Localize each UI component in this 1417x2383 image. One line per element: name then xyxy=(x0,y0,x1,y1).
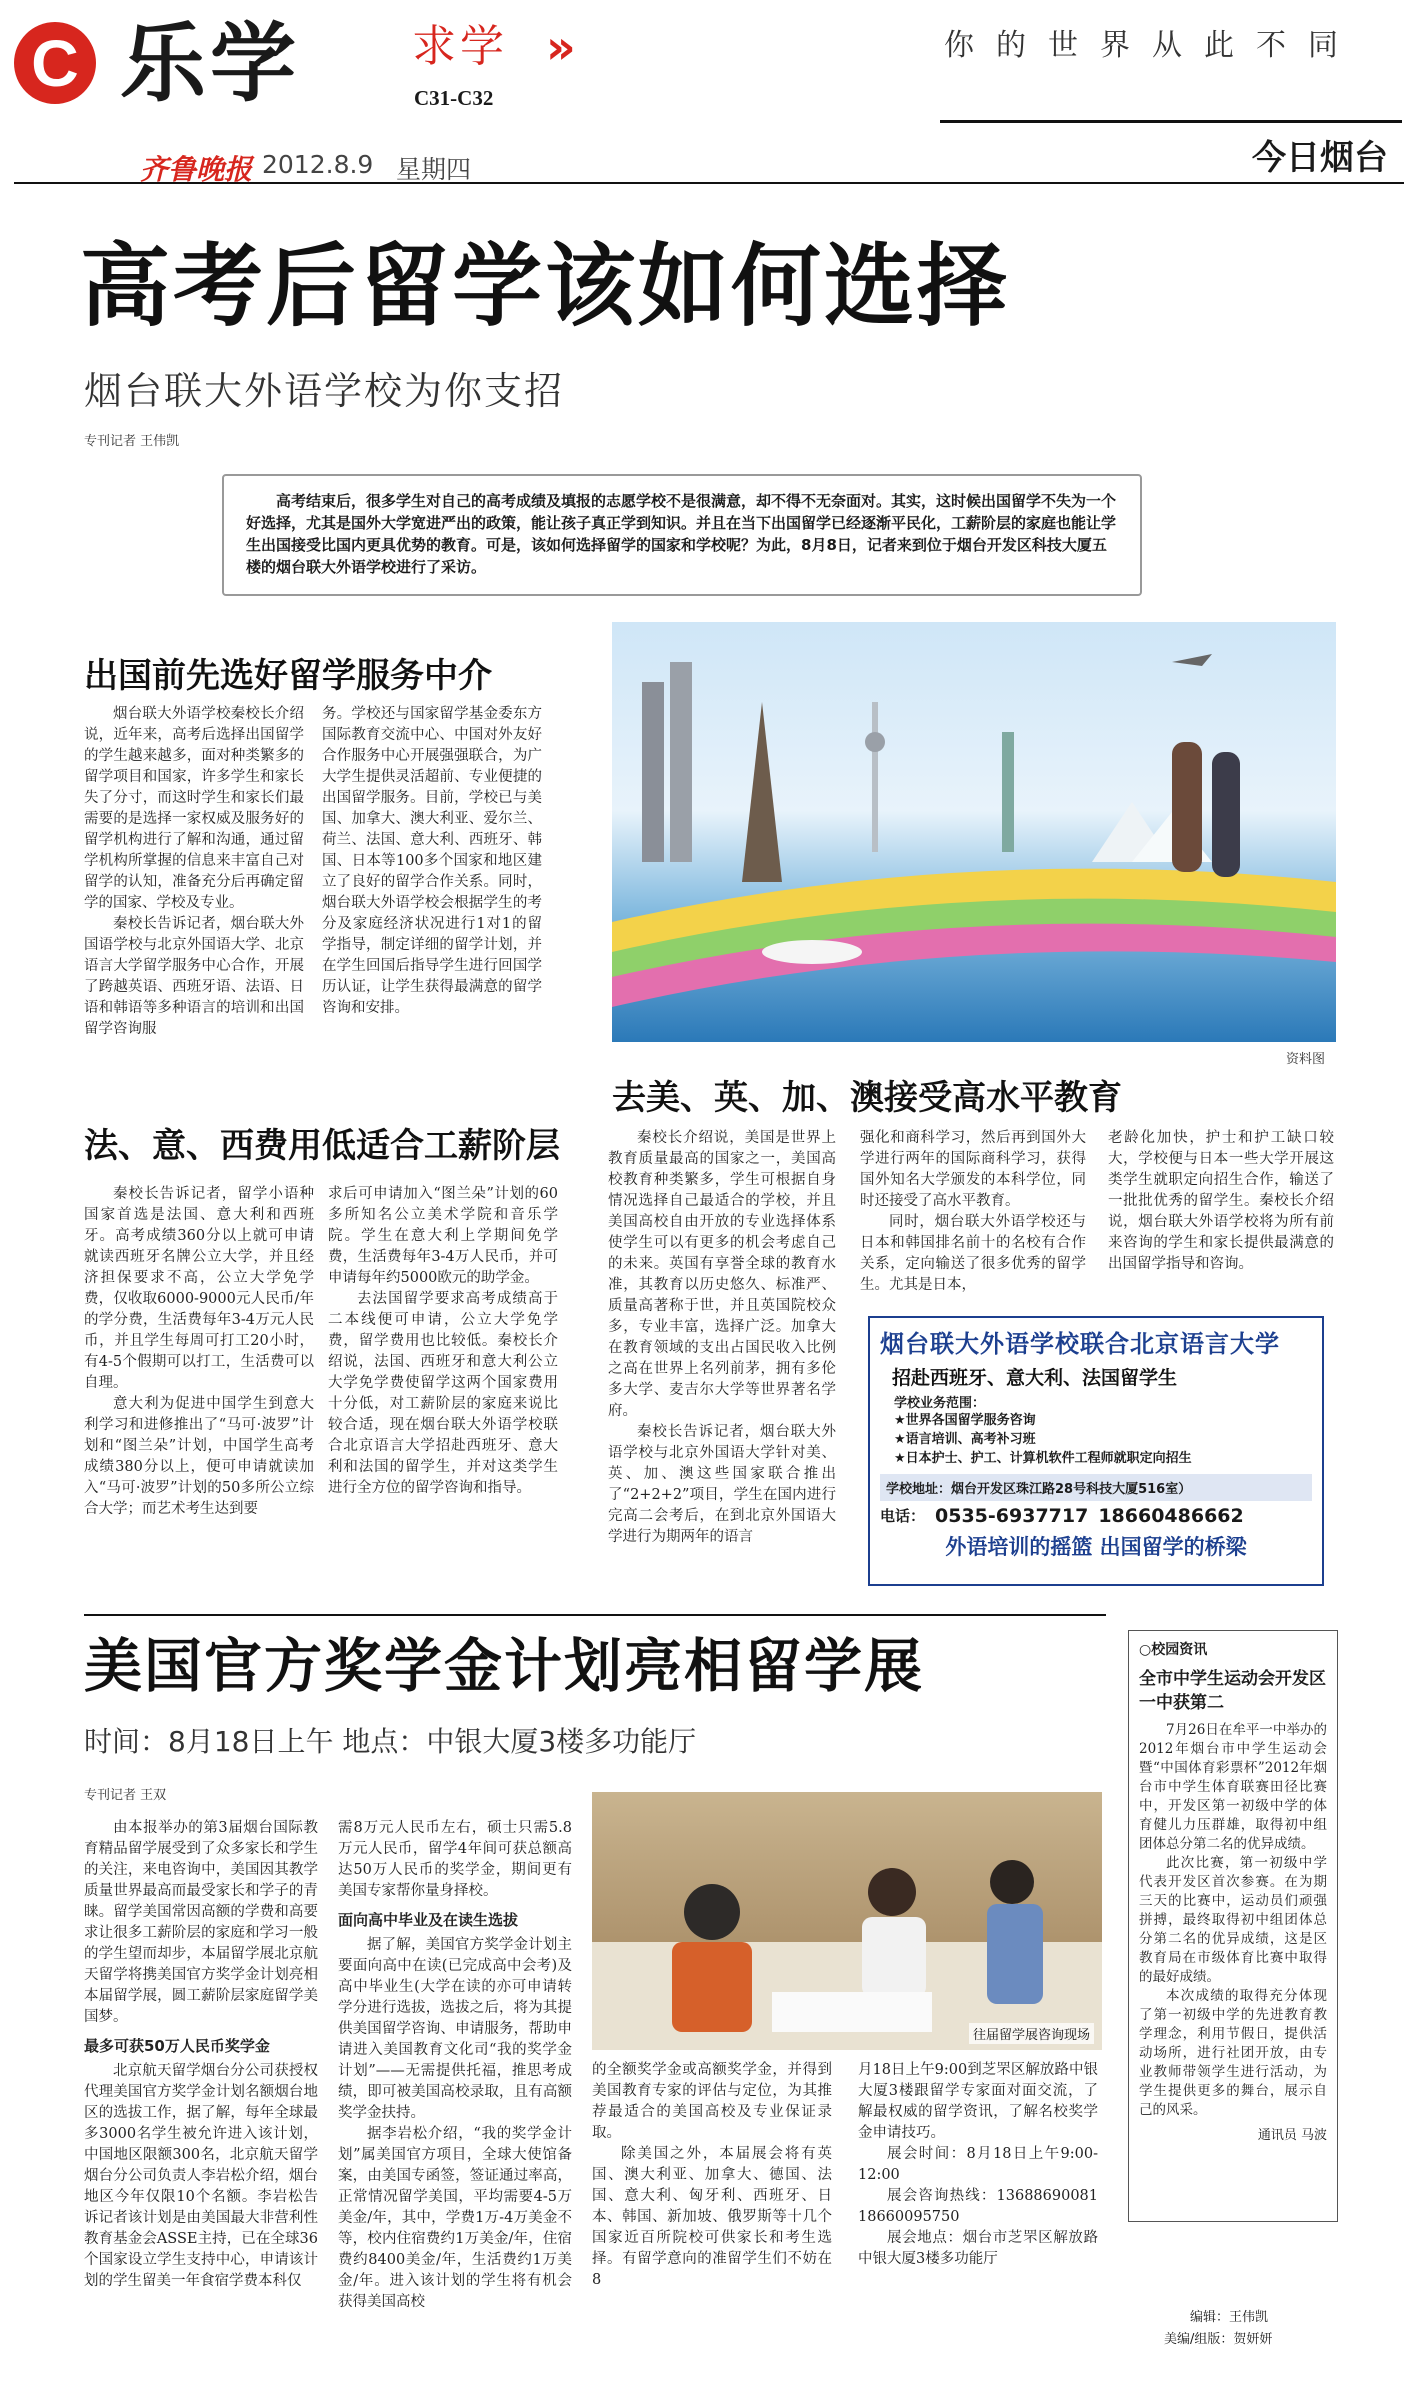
image-caption: 资料图 xyxy=(1286,1052,1326,1067)
photo-caption: 往届留学展咨询现场 xyxy=(969,2023,1094,2044)
sidebar-byline: 通讯员 马波 xyxy=(1257,2128,1327,2143)
ad-item: ★日本护士、护工、计算机软件工程师就职定向招生 xyxy=(894,1451,1192,1466)
section1-col2: 务。学校还与国家留学基金委东方国际教育交流中心、中国对外友好合作服务中心开展强强联合，为广大学生提供灵活超前、专业便捷的出国留学服务。目前，学校已与美国、加拿大、澳大利亚、爱尔兰、荷兰、法国、意大利、西班牙、韩国、日本等100多个国家和地区建立了良好的留学合作关系。同时，烟台联大外语学校会根据学生的考分及家庭经济状况进行1对1的留学指导，制定详细的留学计划，并在学生回国后指导学生进行回国学历认证，让学生获得最满意的留学咨询和安排。 xyxy=(322,706,542,1016)
slogan: 你的世界从此不同 xyxy=(944,28,1360,63)
second-reporter: 专刊记者 王双 xyxy=(84,1788,167,1803)
ad-scope-label: 学校业务范围： xyxy=(894,1396,986,1411)
issue-weekday: 星期四 xyxy=(396,155,472,184)
ad-item: ★世界各国留学服务咨询 xyxy=(894,1413,1036,1428)
sidebar-box xyxy=(1128,1630,1338,2222)
ad-title: 烟台联大外语学校联合北京语言大学 xyxy=(880,1330,1280,1358)
travel-scene-svg xyxy=(612,622,1336,1042)
masthead-rule xyxy=(940,120,1402,123)
divider xyxy=(84,1614,1106,1616)
region-label: 今日烟台 xyxy=(1252,138,1388,178)
lead-subheadline: 烟台联大外语学校为你支招 xyxy=(84,369,565,413)
section1-title: 出国前先选好留学服务中介 xyxy=(84,656,492,696)
section1-col1: 烟台联大外语学校秦校长介绍说，近年来，高考后选择出国留学的学生越来越多，面对种类繁多的留学项目和国家，许多学生和家长失了分寸，而这时学生和家长们最需要的是选择一家权威及服务好的留学机构进行了解和沟通，通过留学机构所掌握的信息来丰富自己对留学的认知，准备充分后再确定留学的国家、学校及专业。 秦校长告诉记者，烟台联大外国语学校与北京外国语大学、北京语言大学留学服务中心合作，开展了跨越英语、西班牙语、法语、日语和韩语等多种语言的培训和出国留学咨询服 xyxy=(84,706,304,1037)
second-headline: 美国官方奖学金计划亮相留学展 xyxy=(84,1632,925,1700)
section2-col3: 老龄化加快，护士和护工缺口较大，学校便与日本一些大学开展这类学生就职定向招生合作，输送了一批批优秀的留学生。秦校长介绍说，烟台联大外语学校将为所有前来咨询的学生和家长提供最满意的出国留学指导和咨询。 xyxy=(1108,1130,1334,1272)
section3-title: 法、意、西费用低适合工薪阶层 xyxy=(84,1126,560,1166)
section3-col1: 秦校长告诉记者，留学小语种国家首选是法国、意大利和西班牙。高考成绩360分以上就可申请就读西班牙名牌公立大学，并且经济担保要求不高，公立大学免学费，仅收取6000-9000元人民币/年的学分费，生活费每年3-4万元人民币，并且学生每周可打工20小时，有4-5个假期可以打工，生活费可以自理。 意大利为促进中国学生到意大利学习和进修推出了“马可·波罗”计划和“图兰朵”计划，中国学生高考成绩380分以上，便可申请就读加入“马可·波罗”计划的50多所公立综合大学；而艺术考生达到要 xyxy=(84,1186,314,1517)
footer-design: 美编/组版：贺妍妍 xyxy=(1164,2332,1273,2347)
ad-recruit: 招赴西班牙、意大利、法国留学生 xyxy=(892,1367,1178,1389)
logo-c-icon: C xyxy=(14,22,96,104)
ad-address: 学校地址：烟台开发区珠江路28号科技大厦516室） xyxy=(880,1474,1312,1501)
section2-title: 去美、英、加、澳接受高水平教育 xyxy=(612,1078,1122,1118)
page-numbers: C31-C32 xyxy=(414,86,494,110)
ad-item: ★语言培训、高考补习班 xyxy=(894,1432,1036,1447)
second-col3: 的全额奖学金或高额奖学金，并得到美国教育专家的评估与定位，为其推荐最适合的美国高校及专业保证录取。 除美国之外，本届展会将有英国、澳大利亚、加拿大、德国、法国、意大利、匈牙利、西班牙、日本、韩国、新加坡、俄罗斯等十几个国家近百所院校可供家长和考生选择。有留学意向的准留学生们不妨在8 xyxy=(592,2062,832,2288)
intro-text: 高考结束后，很多学生对自己的高考成绩及填报的志愿学校不是很满意，却不得不无奈面对。其实，这时候出国留学不失为一个好选择，尤其是国外大学宽进严出的政策，能让孩子真正学到知识。并且在当下出国留学已经逐渐平民化，工薪阶层的家庭也能让学生出国接受比国内更具优势的教育。可是，该如何选择留学的国家和学校呢？为此，8月8日，记者来到位于烟台开发区科技大厦五楼的烟台联大外语学校进行了采访。 xyxy=(246,492,1117,576)
issue-date: 2012.8.9 xyxy=(262,150,374,179)
second-time-place: 时间：8月18日上午 地点：中银大厦3楼多功能厅 xyxy=(84,1725,697,1758)
sidebar-title: 全市中学生运动会开发区一中获第二 xyxy=(1139,1669,1326,1713)
lead-headline: 高考后留学该如何选择 xyxy=(80,234,1010,339)
section-title: 乐学 xyxy=(120,13,300,114)
masthead-bottom-rule xyxy=(14,182,1404,184)
footer-editor: 编辑：王伟凯 xyxy=(1190,2310,1269,2325)
subsection-label: 求学 xyxy=(412,21,508,72)
ad-phone-row: 电话： 0535-6937717 18660486662 xyxy=(880,1505,1244,1527)
second-col4: 月18日上午9:00到芝罘区解放路中银大厦3楼跟留学专家面对面交流，了解最权威的留学资讯，了解名校奖学金申请技巧。 展会时间：8月18日上午9:00-12:00 展会咨询热线：13688690081 18660095750 展会地点：烟台市芝罘区解放路中银大厦3楼多功能厅 xyxy=(858,2062,1098,2267)
second-col2-subhead: 面向高中毕业及在读生选拔 xyxy=(338,1911,519,1929)
section3-col2: 求后可申请加入“图兰朵”计划的60多所知名公立美术学院和音乐学院。学生在意大利上学期间免学费，生活费每年3-4万人民币，并可申请每年约5000欧元的助学金。 去法国留学要求高考成绩高于二本线便可申请，公立大学免学费，留学费用也比较低。秦校长介绍说，法国、西班牙和意大利公立大学免学费使留学这两个国家费用十分低，对工薪阶层的家庭来说比较合适，现在烟台联大外语学校联合北京语言大学招赴西班牙、意大利和法国的留学生，并对这类学生进行全方位的留学咨询和指导。 xyxy=(328,1186,558,1496)
ad-box xyxy=(868,1316,1324,1586)
ad-slogan: 外语培训的摇篮 出国留学的桥梁 xyxy=(945,1535,1247,1559)
expo-photo xyxy=(592,1792,1102,2050)
section2-col1: 秦校长介绍说，美国是世界上教育质量最高的国家之一，美国高校教育种类繁多，学生可根据自身情况选择自己最适合的学校，并且美国高校自由开放的专业选择体系使学生可以有更多的机会考虑自己的未来。英国有享誉全球的教育水准，其教育以历史悠久、标准严、质量高著称于世，并且英国院校众多，专业丰富，选择广泛。加拿大在教育领域的支出占国民收入比例之高在世界上名列前茅，拥有多伦多大学、麦吉尔大学等世界著名学府。 秦校长告诉记者，烟台联大外语学校与北京外国语大学针对美、英、加、澳这些国家联合推出了“2+2+2”项目，学生在国内进行完高二会考后，在到北京外国语大学进行为期两年的语言 xyxy=(608,1130,836,1545)
section2-col2: 强化和商科学习，然后再到国外大学进行两年的国际商科学习，获得国外知名大学颁发的本科学位，同时还接受了高水平教育。 同时，烟台联大外语学校还与日本和韩国排名前十的名校有合作关系，定向输送了很多优秀的留学生。尤其是日本， xyxy=(860,1130,1086,1293)
travel-illustration xyxy=(612,622,1336,1042)
ad-phone2: 18660486662 xyxy=(1098,1505,1244,1527)
lead-reporter: 专刊记者 王伟凯 xyxy=(84,434,180,449)
sidebar-body: 7月26日在牟平一中举办的2012年烟台市中学生运动会暨“中国体育彩票杯”2012年烟台市中学生体育联赛田径比赛中，开发区第一初级中学的体育健儿力压群雄，取得初中组团体总分第二名的优异成绩。 此次比赛，第一初级中学代表开发区首次参赛。在为期三天的比赛中，运动员们顽强拼搏，最终取得初中组团体总分第二名的优异成绩，这是区教育局在市级体育比赛中取得的最好成绩。 本次成绩的取得充分体现了第一初级中学的先进教育教学理念，利用节假日，提供活动场所，进行社团开放，由专业教师带领学生进行活动，为学生提供更多的舞台，展示自己的风采。 xyxy=(1139,1722,1327,2118)
newspaper-name: 齐鲁晚报 xyxy=(140,153,253,186)
sidebar-tag: ○校园资讯 xyxy=(1139,1642,1208,1658)
expo-scene-svg xyxy=(592,1792,1102,2050)
second-col1: 由本报举办的第3届烟台国际教育精品留学展受到了众多家长和学生的关注，来电咨询中，美国因其教学质量世界最高而最受家长和学子的青睐。留学美国常因高额的学费和高要求让很多工薪阶层的家庭和学习一般的学生望而却步，本届留学展北京航天留学将携美国官方奖学金计划亮相本届留学展，圆工薪阶层家庭留学美国梦。 最多可获50万人民币奖学金 北京航天留学烟台分公司获授权代理美国官方奖学金计划名额烟台地区的选拔工作，据了解，每年全球最多3000名学生被允许进入该计划，中国地区限额300名，北京航天留学烟台分公司负责人李岩松介绍，烟台地区今年仅限10个名额。李岩松告诉记者该计划是由美国最大非营利性教育基金会ASSE主持，已在全球36个国家设立学生支持中心，申请该计划的学生留美一年食宿学费本科仅 xyxy=(84,1820,318,2289)
second-col2: 需8万元人民币左右，硕士只需5.8万元人民币，留学4年间可获总额高达50万人民币的奖学金，期间更有美国专家帮你量身择校。 面向高中毕业及在读生选拔 据了解，美国官方奖学金计划主要面向高中在读(已完成高中会考)及高中毕业生(大学在读的亦可申请转学分进行选拔，选拔之后，将为其提供美国留学咨询、申请服务，帮助申请进入美国教育文化司“我的奖学金计划”——无需提供托福，推思考成绩，即可被美国高校录取，且有高额奖学金扶持。 据李岩松介绍，“我的奖学金计划”属美国官方项目，全球大使馆备案，由美国专函签，签证通过率高，正常情况留学美国，平均需要4-5万美金/年，其中，学费1万-4万美金不等，校内住宿费约1万美金/年，住宿费约8400美金/年，生活费约1万美金/年。进入该计划的学生将有机会获得美国高校 xyxy=(338,1820,572,2310)
circle-icon: ○ xyxy=(1139,1642,1152,1658)
ad-phone1: 0535-6937717 xyxy=(935,1505,1089,1527)
intro-box xyxy=(222,474,1142,596)
second-col1-subhead: 最多可获50万人民币奖学金 xyxy=(84,2037,270,2055)
chevron-right-icon: » xyxy=(546,20,576,74)
